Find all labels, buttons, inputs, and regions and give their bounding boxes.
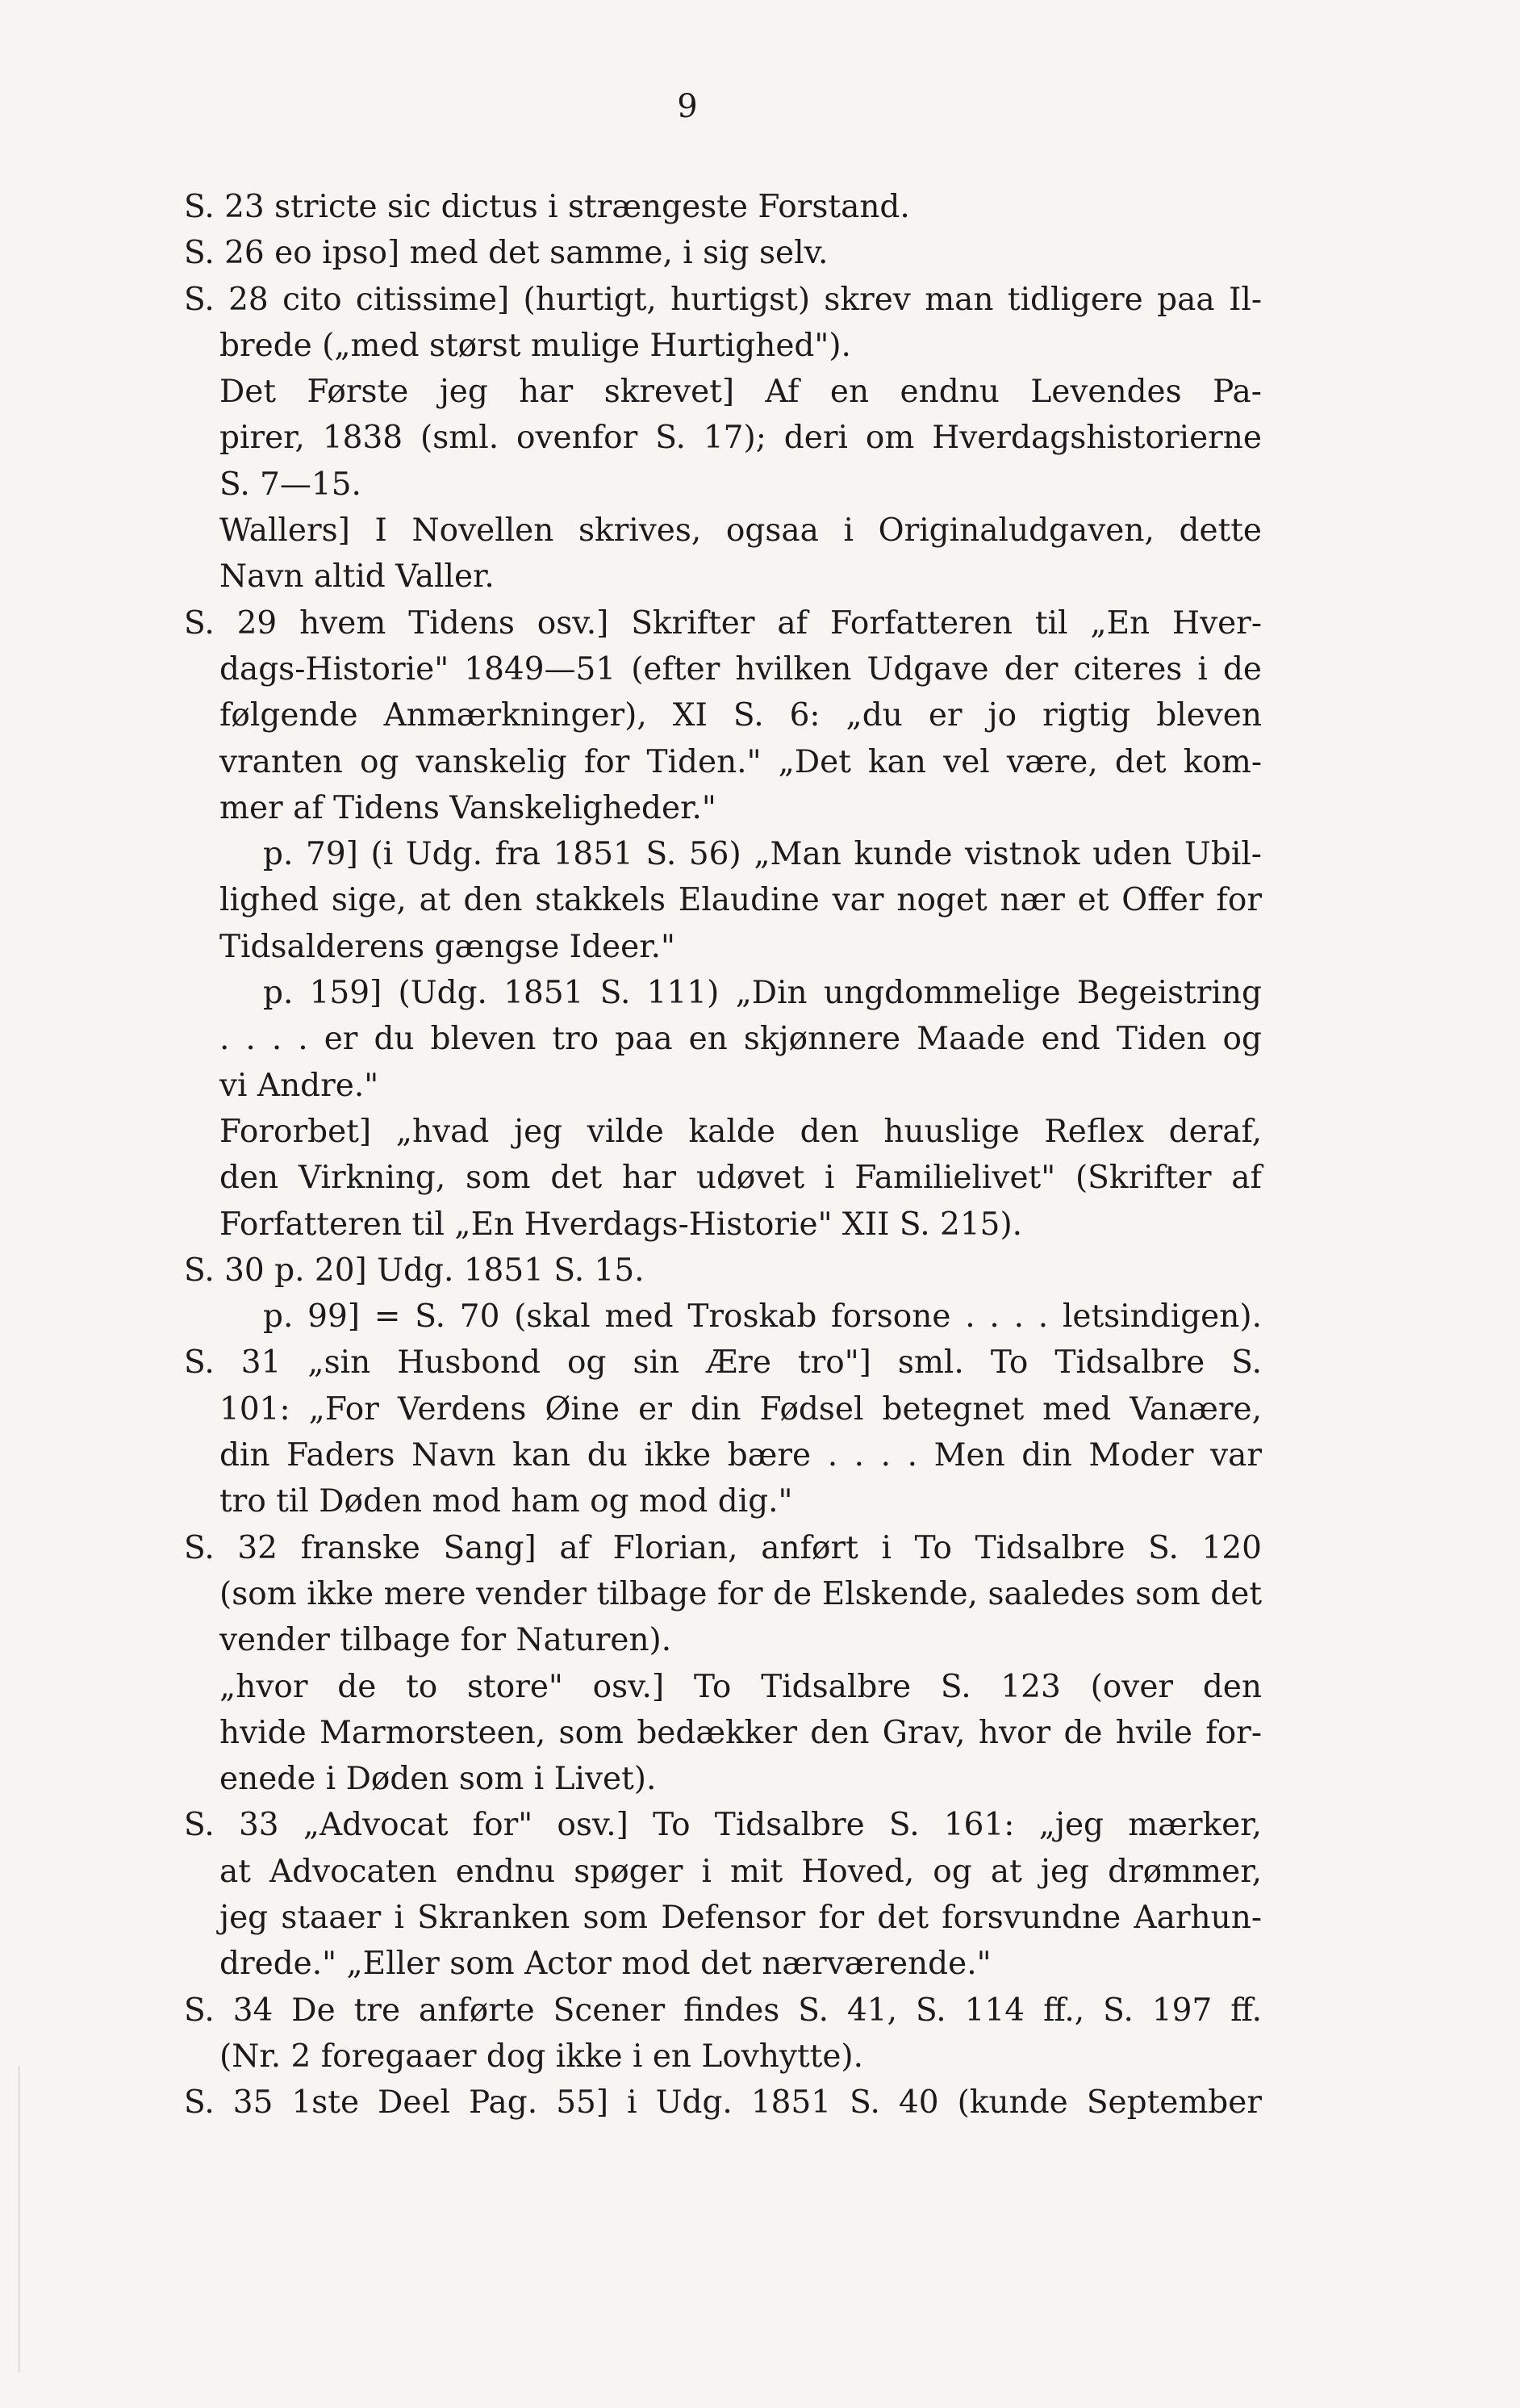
page-number: 9: [677, 88, 698, 125]
text-line: S. 7—15.: [219, 466, 361, 503]
text-line: (som ikke mere vender tilbage for de Elskende, saaledes som det: [219, 1575, 1262, 1612]
text-line: at Advocaten endnu spøger i mit Hoved, og at jeg drømmer,: [219, 1853, 1262, 1890]
text-line: S. 32 franske Sang] af Florian, anført i To Tidsalbre S. 120: [184, 1529, 1262, 1566]
text-line: Navn altid Valler.: [219, 558, 495, 596]
scan-edge-mark: [18, 2066, 20, 2372]
text-line: den Virkning, som det har udøvet i Familielivet" (Skrifter af: [219, 1160, 1262, 1197]
text-line: drede." „Eller som Actor mod det nærværende.": [219, 1946, 992, 1983]
text-line: følgende Anmærkninger), XI S. 6: „du er jo rigtig bleven: [219, 697, 1262, 734]
text-line: tro til Døden mod ham og mod dig.": [219, 1483, 793, 1520]
text-line: S. 33 „Advocat for" osv.] To Tidsalbre S. 161: „jeg mærker,: [184, 1807, 1262, 1844]
text-line: S. 28 cito citissime] (hurtigt, hurtigst) skrev man tidligere paa Il-: [184, 281, 1262, 318]
text-line: Tidsalderens gængse Ideer.": [219, 928, 675, 965]
text-line: „hvor de to store" osv.] To Tidsalbre S. 123 (over den: [219, 1668, 1262, 1705]
text-line: jeg staaer i Skranken som Defensor for det forsvundne Aarhun-: [219, 1899, 1262, 1936]
text-line: lighed sige, at den stakkels Elaudine var noget nær et Offer for: [219, 882, 1262, 919]
text-line: din Faders Navn kan du ikke bære . . . . Men din Moder var: [219, 1437, 1262, 1474]
text-line: S. 31 „sin Husbond og sin Ære tro"] sml. To Tidsalbre S.: [184, 1344, 1262, 1382]
text-line: hvide Marmorsteen, som bedækker den Grav, hvor de hvile for-: [219, 1714, 1262, 1751]
text-line: pirer, 1838 (sml. ovenfor S. 17); deri om Hverdagshistorierne: [219, 420, 1262, 457]
text-line: S. 26 eo ipso] med det samme, i sig selv.: [184, 235, 829, 272]
text-line: enede i Døden som i Livet).: [219, 1761, 657, 1798]
text-line: Forfatteren til „En Hverdags-Historie" XII S. 215).: [219, 1206, 1023, 1243]
text-line: vi Andre.": [219, 1067, 379, 1104]
text-line: vender tilbage for Naturen).: [219, 1622, 672, 1659]
body-text: [184, 184, 1262, 2126]
text-line: Fororbet] „hvad jeg vilde kalde den huuslige Reflex deraf,: [219, 1113, 1262, 1150]
text-line: (Nr. 2 foregaaer dog ikke i en Lovhytte).: [219, 2038, 864, 2075]
text-line: dags-Historie" 1849—51 (efter hvilken Udgave der citeres i de: [219, 650, 1262, 688]
text-line: mer af Tidens Vanskeligheder.": [219, 789, 716, 826]
text-line: Wallers] I Novellen skrives, ogsaa i Originaludgaven, dette: [219, 512, 1262, 550]
text-line: vranten og vanskelig for Tiden." „Det kan vel være, det kom-: [219, 743, 1262, 780]
text-line: p. 79] (i Udg. fra 1851 S. 56) „Man kunde vistnok uden Ubil-: [263, 836, 1262, 873]
text-line: p. 99] = S. 70 (skal med Troskab forsone . . . . letsindigen).: [263, 1298, 1262, 1336]
text-line: Det Første jeg har skrevet] Af en endnu Levendes Pa-: [219, 374, 1262, 411]
text-line: S. 35 1ste Deel Pag. 55] i Udg. 1851 S. 40 (kunde September: [184, 2084, 1262, 2122]
text-line: S. 29 hvem Tidens osv.] Skrifter af Forfatteren til „En Hver-: [184, 604, 1262, 642]
text-line: S. 30 p. 20] Udg. 1851 S. 15.: [184, 1252, 645, 1289]
text-line: . . . . er du bleven tro paa en skjønnere Maade end Tiden og: [219, 1021, 1262, 1058]
text-line: 101: „For Verdens Øine er din Fødsel betegnet med Vanære,: [219, 1390, 1262, 1428]
text-line: p. 159] (Udg. 1851 S. 111) „Din ungdommelige Begeistring: [263, 975, 1262, 1012]
text-line: S. 34 De tre anførte Scener findes S. 41, S. 114 ff., S. 197 ff.: [184, 1992, 1262, 2029]
text-line: S. 23 stricte sic dictus i strængeste Forstand.: [184, 189, 910, 225]
text-line: brede („med størst mulige Hurtighed").: [219, 327, 851, 364]
